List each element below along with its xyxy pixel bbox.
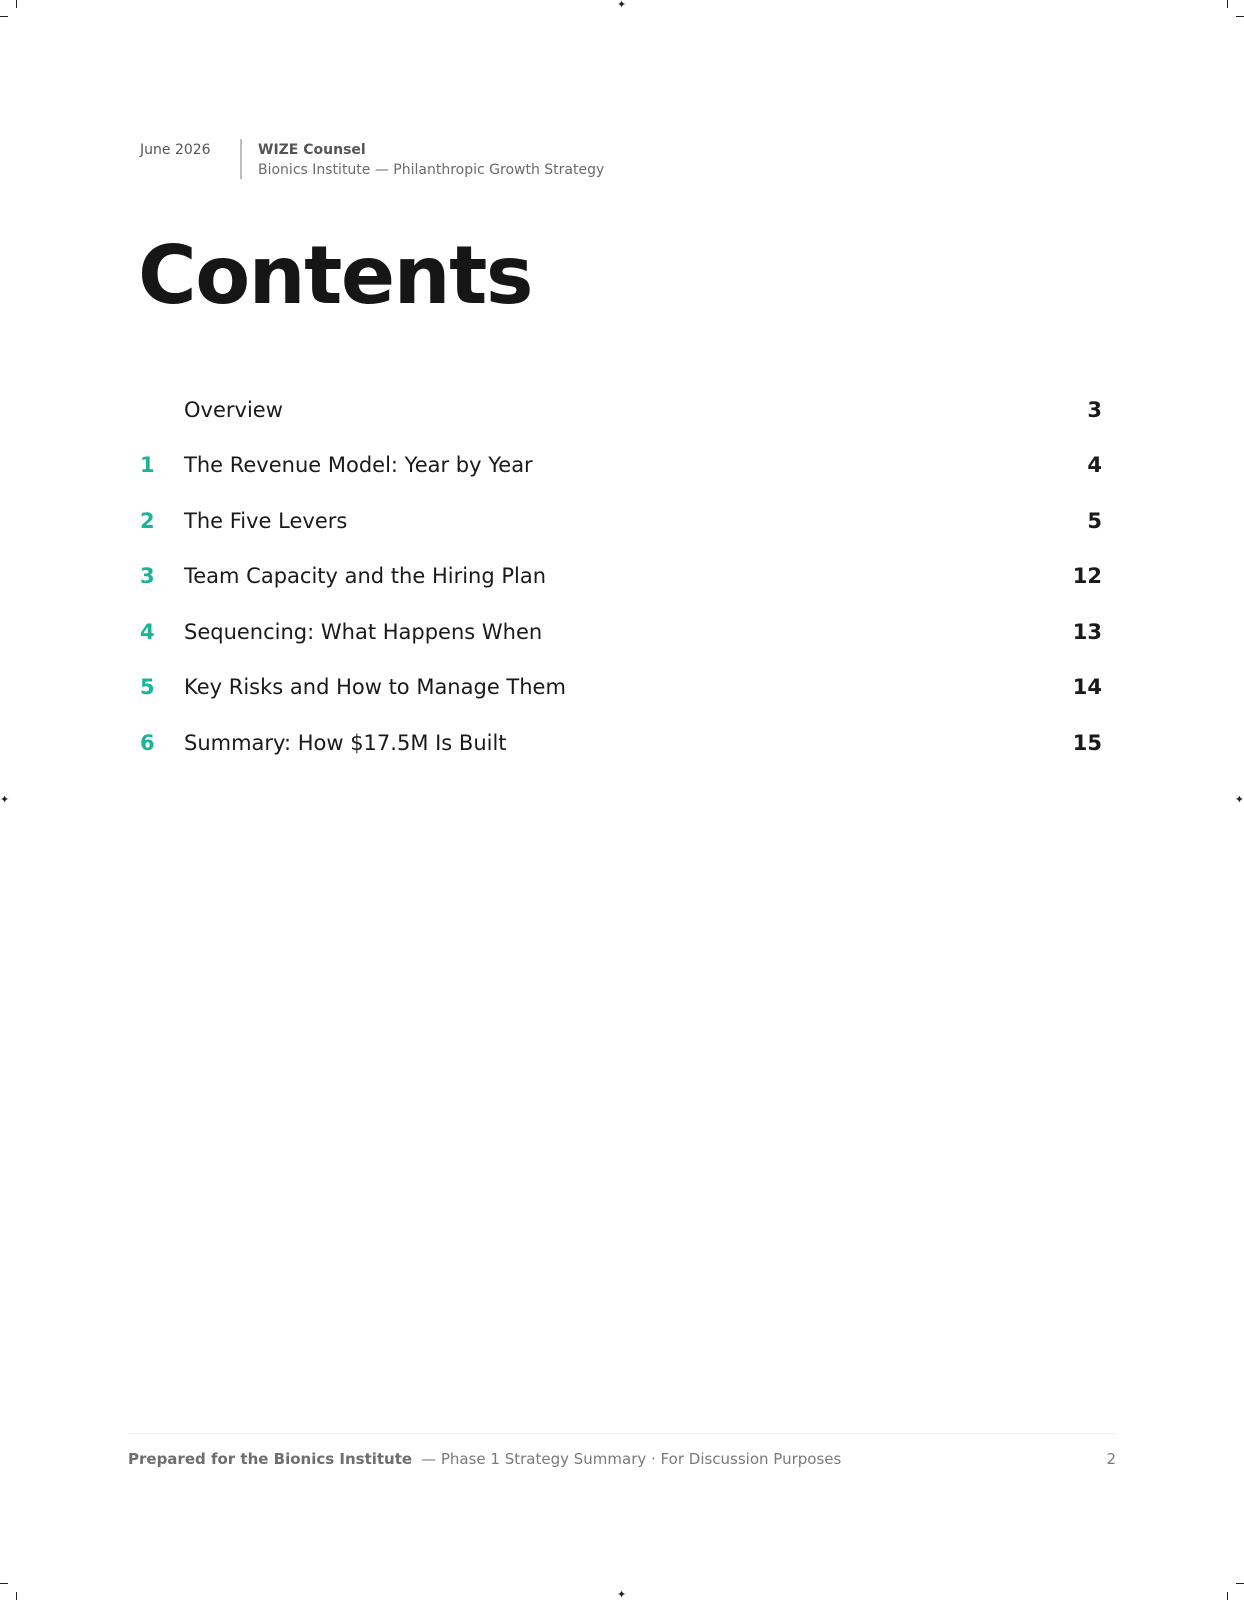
toc-entry-label: Sequencing: What Happens When bbox=[184, 619, 543, 644]
page-title: Contents bbox=[138, 229, 532, 322]
crop-mark bbox=[0, 16, 8, 17]
header-organization: WIZE Counsel bbox=[258, 142, 366, 158]
header-divider bbox=[240, 139, 242, 179]
toc-entry-page: 4 bbox=[1087, 453, 1102, 478]
document-footer bbox=[128, 1449, 1116, 1469]
registration-mark-icon: ✦ bbox=[617, 0, 627, 11]
toc-entry-number: 3 bbox=[140, 564, 155, 589]
toc-entry-sequencing[interactable] bbox=[140, 604, 1102, 660]
registration-mark-icon: ✦ bbox=[617, 1588, 627, 1601]
toc-entry-revenue-model[interactable] bbox=[140, 438, 1102, 494]
toc-entry-number: 6 bbox=[140, 730, 155, 755]
toc-entry-page: 12 bbox=[1072, 564, 1102, 589]
footer-prepared-for: Prepared for the Bionics Institute bbox=[128, 1450, 413, 1468]
toc-entry-page: 15 bbox=[1072, 730, 1102, 755]
registration-mark-icon: ✦ bbox=[0, 793, 10, 806]
header-subtitle: Bionics Institute — Philanthropic Growth Strategy bbox=[258, 162, 605, 178]
crop-mark bbox=[0, 1583, 8, 1584]
toc-entry-page: 3 bbox=[1087, 397, 1102, 422]
toc-entry-team-capacity[interactable] bbox=[140, 549, 1102, 605]
footer-page-number: 2 bbox=[1106, 1450, 1116, 1468]
toc-entry-page: 5 bbox=[1087, 508, 1102, 533]
toc-entry-label: Summary: How $17.5M Is Built bbox=[184, 730, 507, 755]
document-header bbox=[140, 139, 604, 180]
toc-entry-five-levers[interactable] bbox=[140, 493, 1102, 549]
crop-mark bbox=[1236, 16, 1244, 17]
footer-divider bbox=[128, 1433, 1116, 1434]
toc-entry-key-risks[interactable] bbox=[140, 660, 1102, 716]
toc-entry-page: 13 bbox=[1072, 619, 1102, 644]
toc-entry-number: 5 bbox=[140, 675, 155, 700]
toc-entry-overview[interactable] bbox=[140, 382, 1102, 438]
crop-mark bbox=[1236, 1583, 1244, 1584]
toc-entry-label: The Revenue Model: Year by Year bbox=[184, 453, 533, 478]
toc-entry-number: 2 bbox=[140, 508, 155, 533]
toc-entry-label: Overview bbox=[184, 397, 283, 422]
toc-entry-number: 1 bbox=[140, 453, 155, 478]
crop-mark bbox=[16, 1592, 17, 1600]
crop-mark bbox=[1227, 1592, 1228, 1600]
toc-entry-summary[interactable] bbox=[140, 715, 1102, 771]
table-of-contents bbox=[140, 382, 1102, 771]
crop-mark bbox=[1227, 0, 1228, 8]
toc-entry-label: The Five Levers bbox=[184, 508, 348, 533]
crop-mark bbox=[16, 0, 17, 8]
registration-mark-icon: ✦ bbox=[1234, 793, 1244, 806]
header-date: June 2026 bbox=[140, 142, 211, 158]
header-meta bbox=[258, 139, 604, 180]
toc-entry-label: Key Risks and How to Manage Them bbox=[184, 675, 566, 700]
toc-entry-page: 14 bbox=[1072, 675, 1102, 700]
toc-entry-label: Team Capacity and the Hiring Plan bbox=[184, 564, 547, 589]
toc-entry-number: 4 bbox=[140, 619, 155, 644]
footer-description: — Phase 1 Strategy Summary · For Discussion Purposes bbox=[421, 1450, 842, 1468]
